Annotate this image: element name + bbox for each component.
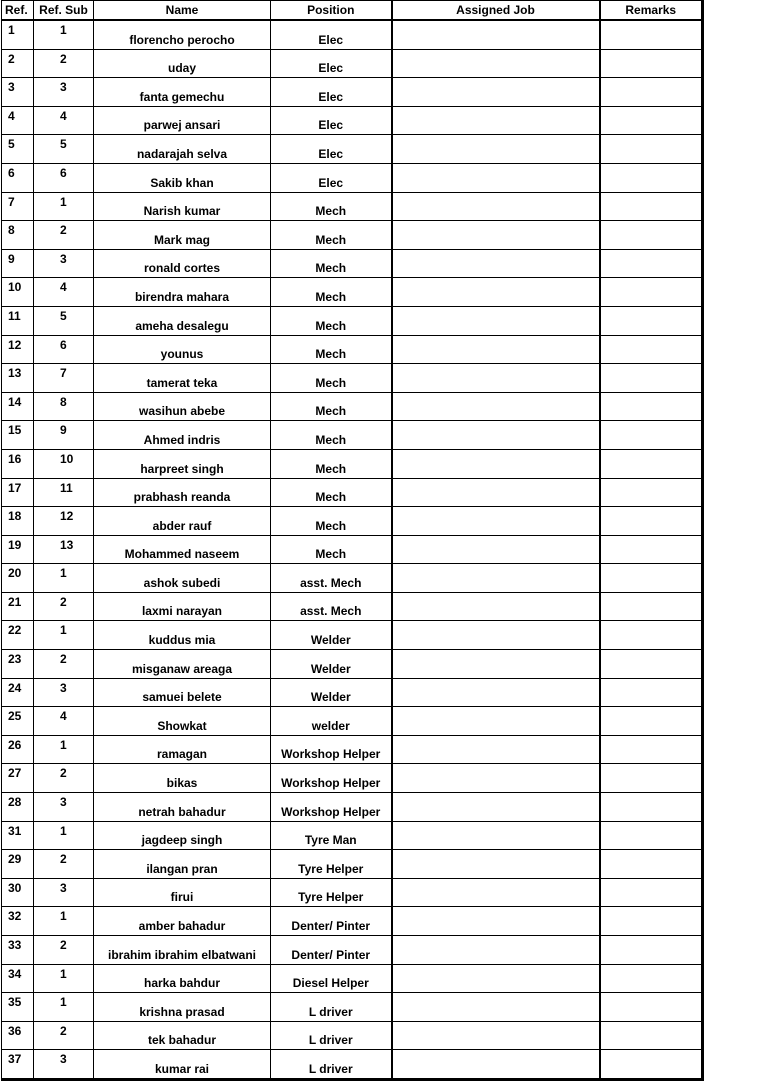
- cell-assigned-job[interactable]: [392, 1021, 600, 1050]
- table-row: [2, 78, 703, 107]
- cell-name: wasihun abebe: [94, 392, 271, 421]
- cell-remarks[interactable]: [600, 335, 703, 364]
- cell-position: Mech: [271, 249, 392, 278]
- cell-position: Diesel Helper: [271, 964, 392, 993]
- cell-remarks[interactable]: [600, 993, 703, 1022]
- cell-name: tek bahadur: [94, 1021, 271, 1050]
- table-row: [2, 564, 703, 593]
- cell-name: Sakib khan: [94, 163, 271, 192]
- cell-position: Workshop Helper: [271, 793, 392, 822]
- cell-ref: 9: [2, 249, 34, 278]
- cell-remarks[interactable]: [600, 364, 703, 393]
- cell-ref: 10: [2, 278, 34, 307]
- cell-position: Mech: [271, 449, 392, 478]
- table-row: [2, 936, 703, 965]
- table-row: [2, 1021, 703, 1050]
- cell-remarks[interactable]: [600, 49, 703, 78]
- cell-name: harka bahdur: [94, 964, 271, 993]
- cell-ref: 34: [2, 964, 34, 993]
- cell-ref: 12: [2, 335, 34, 364]
- cell-ref-sub: 3: [34, 793, 94, 822]
- cell-ref: 17: [2, 478, 34, 507]
- table-row: [2, 106, 703, 135]
- cell-name: samuei belete: [94, 678, 271, 707]
- cell-ref-sub: 1: [34, 735, 94, 764]
- cell-assigned-job[interactable]: [392, 678, 600, 707]
- cell-ref: 23: [2, 650, 34, 679]
- cell-name: prabhash reanda: [94, 478, 271, 507]
- cell-assigned-job[interactable]: [392, 20, 600, 49]
- cell-assigned-job[interactable]: [392, 335, 600, 364]
- cell-assigned-job[interactable]: [392, 106, 600, 135]
- cell-ref: 29: [2, 850, 34, 879]
- cell-ref: 5: [2, 135, 34, 164]
- table-body: [2, 20, 703, 1079]
- cell-ref: 21: [2, 592, 34, 621]
- cell-name: Mohammed naseem: [94, 535, 271, 564]
- cell-position: Welder: [271, 678, 392, 707]
- cell-name: abder rauf: [94, 507, 271, 536]
- cell-name: misganaw areaga: [94, 650, 271, 679]
- cell-position: Tyre Helper: [271, 850, 392, 879]
- cell-remarks[interactable]: [600, 20, 703, 49]
- cell-remarks[interactable]: [600, 1050, 703, 1080]
- cell-assigned-job[interactable]: [392, 821, 600, 850]
- table-row: [2, 793, 703, 822]
- cell-remarks[interactable]: [600, 850, 703, 879]
- cell-name: Narish kumar: [94, 192, 271, 221]
- table-row: [2, 507, 703, 536]
- cell-assigned-job[interactable]: [392, 392, 600, 421]
- cell-ref: 16: [2, 449, 34, 478]
- cell-assigned-job[interactable]: [392, 793, 600, 822]
- cell-remarks[interactable]: [600, 821, 703, 850]
- cell-ref-sub: 12: [34, 507, 94, 536]
- cell-remarks[interactable]: [600, 793, 703, 822]
- table-row: [2, 535, 703, 564]
- cell-name: Showkat: [94, 707, 271, 736]
- cell-remarks[interactable]: [600, 1021, 703, 1050]
- cell-position: Mech: [271, 478, 392, 507]
- cell-ref: 8: [2, 221, 34, 250]
- cell-position: Mech: [271, 192, 392, 221]
- cell-remarks[interactable]: [600, 764, 703, 793]
- cell-position: Elec: [271, 163, 392, 192]
- cell-name: amber bahadur: [94, 907, 271, 936]
- table-row: [2, 364, 703, 393]
- cell-assigned-job[interactable]: [392, 592, 600, 621]
- table-row: [2, 878, 703, 907]
- cell-remarks[interactable]: [600, 421, 703, 450]
- cell-assigned-job[interactable]: [392, 850, 600, 879]
- cell-ref-sub: 7: [34, 364, 94, 393]
- cell-remarks[interactable]: [600, 964, 703, 993]
- cell-ref-sub: 3: [34, 249, 94, 278]
- cell-ref-sub: 1: [34, 821, 94, 850]
- cell-remarks[interactable]: [600, 678, 703, 707]
- table-row: [2, 192, 703, 221]
- cell-ref: 1: [2, 20, 34, 49]
- cell-position: Mech: [271, 535, 392, 564]
- cell-assigned-job[interactable]: [392, 1050, 600, 1080]
- cell-position: welder: [271, 707, 392, 736]
- cell-assigned-job[interactable]: [392, 964, 600, 993]
- cell-remarks[interactable]: [600, 478, 703, 507]
- cell-name: ronald cortes: [94, 249, 271, 278]
- table-row: [2, 764, 703, 793]
- cell-position: Denter/ Pinter: [271, 936, 392, 965]
- table-row: [2, 907, 703, 936]
- cell-name: birendra mahara: [94, 278, 271, 307]
- cell-ref-sub: 1: [34, 993, 94, 1022]
- table-row: [2, 221, 703, 250]
- cell-position: Mech: [271, 421, 392, 450]
- cell-position: Denter/ Pinter: [271, 907, 392, 936]
- cell-assigned-job[interactable]: [392, 936, 600, 965]
- header-row: [2, 1, 703, 21]
- cell-remarks[interactable]: [600, 592, 703, 621]
- cell-ref-sub: 4: [34, 707, 94, 736]
- cell-name: uday: [94, 49, 271, 78]
- table-row: [2, 735, 703, 764]
- table-row: [2, 478, 703, 507]
- cell-ref: 24: [2, 678, 34, 707]
- cell-name: harpreet singh: [94, 449, 271, 478]
- cell-assigned-job[interactable]: [392, 507, 600, 536]
- cell-ref: 33: [2, 936, 34, 965]
- cell-remarks[interactable]: [600, 192, 703, 221]
- cell-name: firui: [94, 878, 271, 907]
- cell-ref-sub: 1: [34, 564, 94, 593]
- table-row: [2, 392, 703, 421]
- cell-name: jagdeep singh: [94, 821, 271, 850]
- cell-position: L driver: [271, 993, 392, 1022]
- table-row: [2, 964, 703, 993]
- cell-assigned-job[interactable]: [392, 478, 600, 507]
- cell-remarks[interactable]: [600, 707, 703, 736]
- cell-assigned-job[interactable]: [392, 364, 600, 393]
- cell-position: Mech: [271, 364, 392, 393]
- cell-position: Welder: [271, 650, 392, 679]
- cell-ref-sub: 2: [34, 936, 94, 965]
- cell-assigned-job[interactable]: [392, 249, 600, 278]
- cell-position: asst. Mech: [271, 564, 392, 593]
- cell-name: younus: [94, 335, 271, 364]
- cell-name: kuddus mia: [94, 621, 271, 650]
- table-row: [2, 993, 703, 1022]
- cell-ref: 27: [2, 764, 34, 793]
- table-row: [2, 421, 703, 450]
- cell-remarks[interactable]: [600, 135, 703, 164]
- cell-ref-sub: 13: [34, 535, 94, 564]
- header-assigned-job: Assigned Job: [392, 1, 600, 21]
- cell-name: Ahmed indris: [94, 421, 271, 450]
- cell-ref-sub: 1: [34, 20, 94, 49]
- cell-remarks[interactable]: [600, 221, 703, 250]
- table-row: [2, 707, 703, 736]
- header-ref: Ref.: [2, 1, 34, 21]
- cell-ref: 31: [2, 821, 34, 850]
- table-row: [2, 821, 703, 850]
- cell-ref-sub: 2: [34, 592, 94, 621]
- table-row: [2, 20, 703, 49]
- cell-ref-sub: 2: [34, 650, 94, 679]
- cell-assigned-job[interactable]: [392, 621, 600, 650]
- cell-name: ramagan: [94, 735, 271, 764]
- header-ref-sub: Ref. Sub: [34, 1, 94, 21]
- table-row: [2, 306, 703, 335]
- cell-assigned-job[interactable]: [392, 707, 600, 736]
- cell-assigned-job[interactable]: [392, 878, 600, 907]
- cell-name: Mark mag: [94, 221, 271, 250]
- cell-name: ashok subedi: [94, 564, 271, 593]
- table-row: [2, 335, 703, 364]
- cell-position: Tyre Helper: [271, 878, 392, 907]
- cell-position: Elec: [271, 78, 392, 107]
- cell-name: florencho perocho: [94, 20, 271, 49]
- cell-position: Mech: [271, 221, 392, 250]
- cell-ref-sub: 3: [34, 78, 94, 107]
- cell-ref: 18: [2, 507, 34, 536]
- cell-position: Mech: [271, 507, 392, 536]
- table-row: [2, 449, 703, 478]
- cell-remarks[interactable]: [600, 392, 703, 421]
- cell-assigned-job[interactable]: [392, 192, 600, 221]
- cell-name: kumar rai: [94, 1050, 271, 1080]
- cell-ref-sub: 3: [34, 878, 94, 907]
- cell-name: ilangan pran: [94, 850, 271, 879]
- cell-ref: 4: [2, 106, 34, 135]
- table-row: [2, 278, 703, 307]
- cell-ref-sub: 8: [34, 392, 94, 421]
- cell-remarks[interactable]: [600, 535, 703, 564]
- cell-ref: 14: [2, 392, 34, 421]
- cell-assigned-job[interactable]: [392, 907, 600, 936]
- table-row: [2, 249, 703, 278]
- staff-table: [1, 0, 704, 1081]
- cell-ref-sub: 2: [34, 764, 94, 793]
- cell-ref-sub: 4: [34, 278, 94, 307]
- cell-name: ibrahim ibrahim elbatwani: [94, 936, 271, 965]
- cell-ref: 11: [2, 306, 34, 335]
- cell-ref-sub: 1: [34, 907, 94, 936]
- cell-ref-sub: 9: [34, 421, 94, 450]
- cell-ref-sub: 6: [34, 335, 94, 364]
- cell-name: nadarajah selva: [94, 135, 271, 164]
- cell-assigned-job[interactable]: [392, 221, 600, 250]
- cell-ref-sub: 2: [34, 850, 94, 879]
- cell-ref: 30: [2, 878, 34, 907]
- cell-ref-sub: 2: [34, 49, 94, 78]
- cell-assigned-job[interactable]: [392, 735, 600, 764]
- cell-ref-sub: 5: [34, 135, 94, 164]
- cell-ref-sub: 1: [34, 621, 94, 650]
- cell-ref: 2: [2, 49, 34, 78]
- cell-name: laxmi narayan: [94, 592, 271, 621]
- cell-ref: 6: [2, 163, 34, 192]
- cell-remarks[interactable]: [600, 449, 703, 478]
- cell-ref: 36: [2, 1021, 34, 1050]
- cell-assigned-job[interactable]: [392, 163, 600, 192]
- cell-ref: 28: [2, 793, 34, 822]
- cell-ref-sub: 4: [34, 106, 94, 135]
- cell-assigned-job[interactable]: [392, 449, 600, 478]
- cell-ref-sub: 1: [34, 964, 94, 993]
- cell-assigned-job[interactable]: [392, 993, 600, 1022]
- cell-ref: 26: [2, 735, 34, 764]
- cell-position: Mech: [271, 335, 392, 364]
- cell-position: Mech: [271, 278, 392, 307]
- cell-name: tamerat teka: [94, 364, 271, 393]
- cell-ref-sub: 3: [34, 678, 94, 707]
- cell-assigned-job[interactable]: [392, 278, 600, 307]
- cell-ref-sub: 3: [34, 1050, 94, 1080]
- cell-remarks[interactable]: [600, 249, 703, 278]
- cell-assigned-job[interactable]: [392, 421, 600, 450]
- cell-assigned-job[interactable]: [392, 564, 600, 593]
- cell-ref: 3: [2, 78, 34, 107]
- cell-remarks[interactable]: [600, 564, 703, 593]
- cell-remarks[interactable]: [600, 735, 703, 764]
- cell-ref: 13: [2, 364, 34, 393]
- cell-assigned-job[interactable]: [392, 535, 600, 564]
- table-row: [2, 850, 703, 879]
- table-row: [2, 135, 703, 164]
- cell-ref: 19: [2, 535, 34, 564]
- cell-assigned-job[interactable]: [392, 49, 600, 78]
- cell-position: Welder: [271, 621, 392, 650]
- cell-remarks[interactable]: [600, 650, 703, 679]
- cell-position: Elec: [271, 20, 392, 49]
- table-row: [2, 1050, 703, 1080]
- cell-remarks[interactable]: [600, 936, 703, 965]
- cell-position: Mech: [271, 392, 392, 421]
- cell-position: Workshop Helper: [271, 764, 392, 793]
- header-remarks: Remarks: [600, 1, 703, 21]
- cell-ref: 22: [2, 621, 34, 650]
- table-row: [2, 592, 703, 621]
- cell-ref: 7: [2, 192, 34, 221]
- cell-remarks[interactable]: [600, 78, 703, 107]
- cell-assigned-job[interactable]: [392, 306, 600, 335]
- cell-position: asst. Mech: [271, 592, 392, 621]
- cell-assigned-job[interactable]: [392, 650, 600, 679]
- cell-position: Elec: [271, 106, 392, 135]
- cell-position: L driver: [271, 1050, 392, 1080]
- cell-position: Elec: [271, 135, 392, 164]
- cell-ref-sub: 2: [34, 1021, 94, 1050]
- cell-ref-sub: 2: [34, 221, 94, 250]
- cell-name: netrah bahadur: [94, 793, 271, 822]
- table-row: [2, 650, 703, 679]
- cell-ref: 37: [2, 1050, 34, 1080]
- cell-ref: 32: [2, 907, 34, 936]
- cell-assigned-job[interactable]: [392, 135, 600, 164]
- cell-position: Elec: [271, 49, 392, 78]
- cell-ref: 20: [2, 564, 34, 593]
- cell-name: krishna prasad: [94, 993, 271, 1022]
- table-row: [2, 163, 703, 192]
- cell-position: Workshop Helper: [271, 735, 392, 764]
- header-position: Position: [271, 1, 392, 21]
- cell-assigned-job[interactable]: [392, 764, 600, 793]
- cell-remarks[interactable]: [600, 907, 703, 936]
- cell-position: L driver: [271, 1021, 392, 1050]
- cell-ref-sub: 10: [34, 449, 94, 478]
- cell-ref: 35: [2, 993, 34, 1022]
- header-name: Name: [94, 1, 271, 21]
- cell-remarks[interactable]: [600, 507, 703, 536]
- cell-ref-sub: 5: [34, 306, 94, 335]
- cell-remarks[interactable]: [600, 621, 703, 650]
- cell-ref: 15: [2, 421, 34, 450]
- cell-ref-sub: 6: [34, 163, 94, 192]
- cell-ref: 25: [2, 707, 34, 736]
- cell-position: Tyre Man: [271, 821, 392, 850]
- table-row: [2, 678, 703, 707]
- cell-remarks[interactable]: [600, 878, 703, 907]
- cell-ref-sub: 11: [34, 478, 94, 507]
- cell-remarks[interactable]: [600, 106, 703, 135]
- cell-position: Mech: [271, 306, 392, 335]
- cell-name: fanta gemechu: [94, 78, 271, 107]
- cell-name: ameha desalegu: [94, 306, 271, 335]
- table-row: [2, 621, 703, 650]
- cell-ref-sub: 1: [34, 192, 94, 221]
- cell-remarks[interactable]: [600, 163, 703, 192]
- cell-name: parwej ansari: [94, 106, 271, 135]
- cell-remarks[interactable]: [600, 306, 703, 335]
- table-row: [2, 49, 703, 78]
- cell-assigned-job[interactable]: [392, 78, 600, 107]
- cell-name: bikas: [94, 764, 271, 793]
- cell-remarks[interactable]: [600, 278, 703, 307]
